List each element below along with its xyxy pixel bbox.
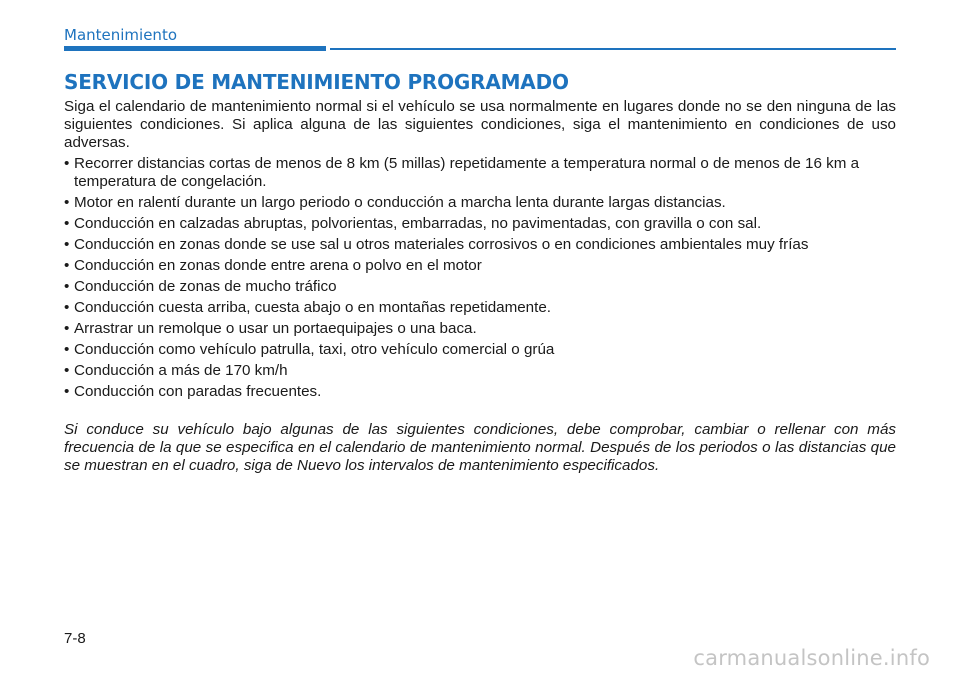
list-item	[64, 383, 896, 401]
section-header: Mantenimiento	[64, 26, 177, 44]
bullet-icon: •	[64, 362, 70, 379]
list-item	[64, 215, 896, 233]
list-item-text: Conducción con paradas frecuentes.	[74, 383, 322, 400]
page-number: 7-8	[64, 630, 86, 647]
header-rule-thick	[64, 46, 326, 51]
list-item	[64, 362, 896, 380]
bullet-icon: •	[64, 155, 70, 172]
list-item-text: Arrastrar un remolque o usar un portaequipajes o una baca.	[74, 320, 477, 337]
note-paragraph: Si conduce su vehículo bajo algunas de las siguientes condiciones, debe comprobar, cambiar o rellenar con más frecuencia de la que se especifica en el calendario de mantenimiento normal. Después de los periodos o las distancias que se muestran en el cuadro, siga de Nuevo los intervalos de mantenimiento especificados.	[64, 421, 896, 474]
bullet-icon: •	[64, 299, 70, 316]
main-content	[64, 70, 896, 475]
bullet-icon: •	[64, 341, 70, 358]
bullet-icon: •	[64, 257, 70, 274]
list-item-text: Conducción cuesta arriba, cuesta abajo o en montañas repetidamente.	[74, 299, 552, 316]
watermark: carmanualsonline.info	[693, 646, 930, 670]
bullet-icon: •	[64, 320, 70, 337]
bullet-icon: •	[64, 215, 70, 232]
page-title: SERVICIO DE MANTENIMIENTO PROGRAMADO	[64, 70, 569, 94]
list-item-text: Conducción como vehículo patrulla, taxi, otro vehículo comercial o grúa	[74, 341, 555, 358]
list-item	[64, 257, 896, 275]
bullet-icon: •	[64, 278, 70, 295]
list-item	[64, 278, 896, 296]
list-item	[64, 155, 896, 191]
header-rule-thin	[330, 48, 896, 50]
list-item	[64, 299, 896, 317]
list-item-text: Conducción a más de 170 km/h	[74, 362, 288, 379]
intro-paragraph: Siga el calendario de mantenimiento normal si el vehículo se usa normalmente en lugares donde no se den ninguna de las siguientes condiciones. Si aplica alguna de las siguientes condiciones, siga el mantenimiento en condiciones de uso adversas.	[64, 98, 896, 151]
list-item	[64, 341, 896, 359]
bullet-icon: •	[64, 236, 70, 253]
list-item	[64, 236, 896, 254]
bullet-icon: •	[64, 383, 70, 400]
list-item-text: Motor en ralentí durante un largo periodo o conducción a marcha lenta durante largas distancias.	[74, 194, 726, 211]
list-item	[64, 194, 896, 212]
list-item-text: Recorrer distancias cortas de menos de 8 km (5 millas) repetidamente a temperatura normal o de menos de 16 km a temperatura de congelación.	[74, 155, 860, 190]
list-item-text: Conducción de zonas de mucho tráfico	[74, 278, 337, 295]
list-item-text: Conducción en zonas donde se use sal u otros materiales corrosivos o en condiciones ambientales muy frías	[74, 236, 809, 253]
list-item	[64, 320, 896, 338]
list-item-text: Conducción en zonas donde entre arena o polvo en el motor	[74, 257, 482, 274]
conditions-list	[64, 155, 896, 401]
bullet-icon: •	[64, 194, 70, 211]
list-item-text: Conducción en calzadas abruptas, polvorientas, embarradas, no pavimentadas, con gravilla o con sal.	[74, 215, 762, 232]
